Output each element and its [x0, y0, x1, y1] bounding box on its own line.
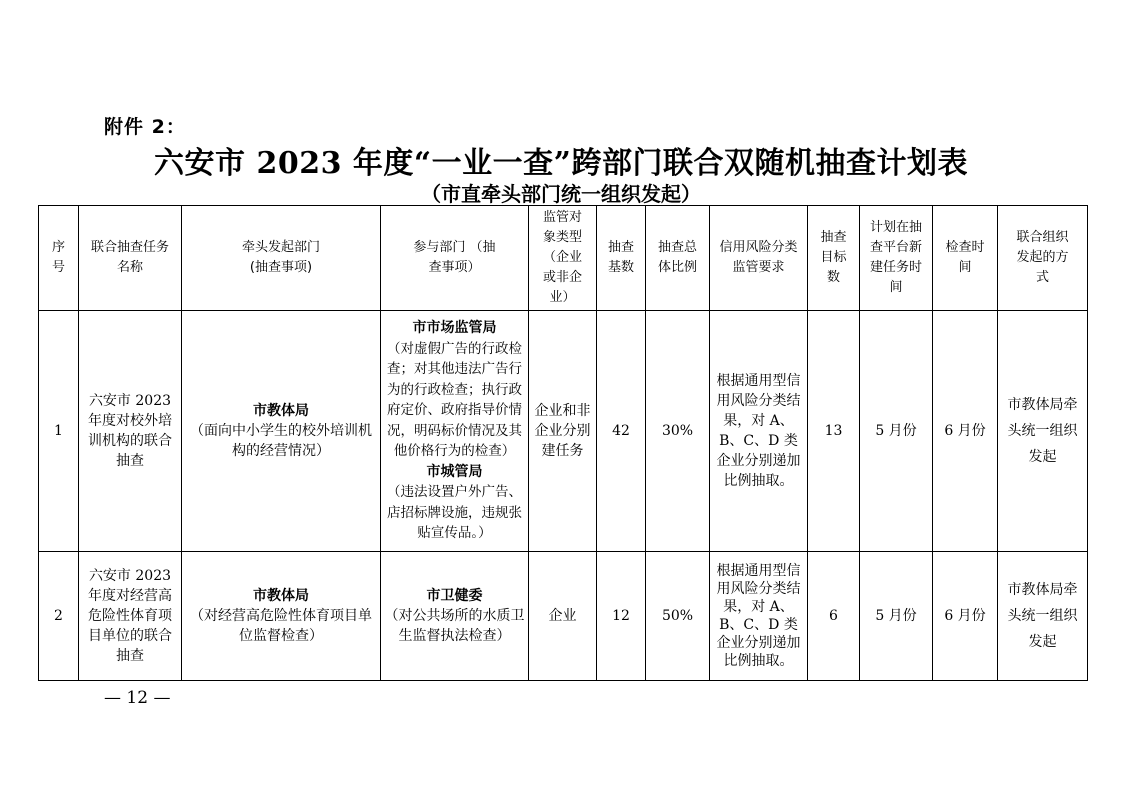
page-subtitle: （市直牵头部门统一组织发起） [421, 182, 701, 206]
col-header-check-time: 检查时间 [933, 206, 998, 311]
participant-dept-name: 市卫健委 [426, 588, 483, 604]
table-header-row [39, 206, 1088, 311]
cell-base: 12 [597, 552, 646, 681]
cell-create-time: 5 月份 [860, 311, 933, 552]
cell-lead-dept [182, 311, 381, 552]
col-header-ratio: 抽查总体比例 [646, 206, 710, 311]
cell-method: 市教体局牵头统一组织发起 [998, 311, 1088, 552]
table-row [39, 552, 1088, 681]
col-header-create-time: 计划在抽查平台新建任务时间 [860, 206, 933, 311]
col-header-participants: 参与部门 （抽查事项） [381, 206, 529, 311]
cell-target: 6 [808, 552, 860, 681]
col-header-credit-req: 信用风险分类监管要求 [710, 206, 808, 311]
cell-task-name: 六安市 2023 年度对经营高危险性体育项目单位的联合抽查 [79, 552, 182, 681]
page-title: 六安市 2023 年度“一业一查”跨部门联合双随机抽查计划表 [154, 146, 968, 181]
plan-table [38, 205, 1088, 681]
col-header-method: 联合组织发起的方式 [998, 206, 1088, 311]
attachment-label: 附件 2： [104, 116, 186, 138]
participant-dept-name: 市城管局 [426, 463, 483, 480]
col-header-subject-type: 监管对象类型 （企业或非企业） [529, 206, 597, 311]
page-number: — 12 — [104, 688, 171, 708]
participant-dept-items: （对虚假广告的行政检查；对其他违法广告行为的行政检查；执行政府定价、政府指导价情况，明码标价情况及其他价格行为的检查） [387, 340, 522, 460]
cell-participants [381, 552, 529, 681]
participant-dept-items: （违法设置户外广告、店招标牌设施，违规张贴宣传品。） [387, 484, 522, 542]
cell-credit-req: 根据通用型信用风险分类结果，对 A、B、C、D 类企业分别递加比例抽取。 [710, 552, 808, 681]
col-header-index: 序号 [39, 206, 79, 311]
participant-dept-name: 市市场监管局 [412, 320, 497, 337]
cell-subject-type: 企业和非企业分别建任务 [529, 311, 597, 552]
cell-create-time: 5 月份 [860, 552, 933, 681]
col-header-task-name: 联合抽查任务名称 [79, 206, 182, 311]
cell-credit-req: 根据通用型信用风险分类结果，对 A、B、C、D 类企业分别递加比例抽取。 [710, 311, 808, 552]
lead-dept-items: （对经营高危险性体育项目单位监督检查） [190, 608, 372, 644]
cell-task-name: 六安市 2023 年度对校外培训机构的联合抽查 [79, 311, 182, 552]
cell-lead-dept [182, 552, 381, 681]
cell-index: 1 [39, 311, 79, 552]
cell-participants [381, 311, 529, 552]
participant-dept-items: （对公共场所的水质卫生监督执法检查） [384, 608, 525, 644]
cell-ratio: 50% [646, 552, 710, 681]
col-header-base: 抽查基数 [597, 206, 646, 311]
cell-target: 13 [808, 311, 860, 552]
cell-index: 2 [39, 552, 79, 681]
cell-method: 市教体局牵头统一组织发起 [998, 552, 1088, 681]
cell-subject-type: 企业 [529, 552, 597, 681]
table-row [39, 311, 1088, 552]
lead-dept-name: 市教体局 [253, 588, 309, 604]
cell-check-time: 6 月份 [933, 552, 998, 681]
lead-dept-items: （面向中小学生的校外培训机构的经营情况） [190, 423, 372, 459]
col-header-lead-dept: 牵头发起部门 (抽查事项) [182, 206, 381, 311]
cell-base: 42 [597, 311, 646, 552]
col-header-target: 抽查目标数 [808, 206, 860, 311]
cell-check-time: 6 月份 [933, 311, 998, 552]
lead-dept-name: 市教体局 [253, 403, 309, 419]
cell-ratio: 30% [646, 311, 710, 552]
